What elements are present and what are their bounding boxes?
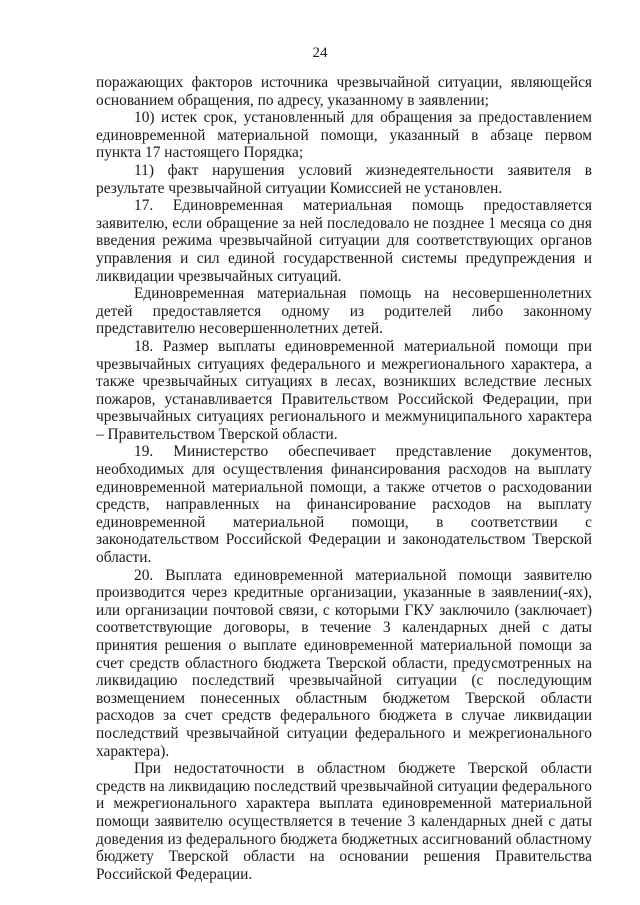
paragraph-clause-20: 20. Выплата единовременной материальной помощи заявителю производится через кредитные организации, указанные в заявлении(-ях), или организации почтовой связи, с которыми ГКУ заключило (заключает) соответствующие договоры, в течение 3 календарных дней с даты принятия решения о выплате единовременной материальной помощи за счет средств областного бюджета Тверской области, предусмотренных на ликвидацию последствий чрезвычайной ситуации (с последующим возмещением понесенных областным бюджетом Тверской области расходов за счет средств федерального бюджета в случае ликвидации последствий чрезвычайной ситуации федерального и межрегионального характера). (96, 566, 592, 760)
paragraph-continuation: поражающих факторов источника чрезвычайной ситуации, являющейся основанием обращения, по адресу, указанному в заявлении; (96, 74, 592, 109)
paragraph-item-11: 11) факт нарушения условий жизнедеятельности заявителя в результате чрезвычайной ситуации Комиссией не установлен. (96, 161, 592, 197)
paragraph-clause-20-insufficiency: При недостаточности в областном бюджете Тверской области средств на ликвидацию последствий чрезвычайной ситуации федерального и межрегионального характера выплата единовременной материальной помощи заявителю осуществляется в течение 3 календарных дней с даты доведения из федерального бюджета бюджетных ассигнований областному бюджету Тверской области на основании решения Правительства Российской Федерации. (96, 760, 592, 883)
paragraph-clause-19: 19. Министерство обеспечивает представление документов, необходимых для осуществления финансирования расходов на выплату единовременной материальной помощи, а также отчетов о расходовании средств, направленных на финансирование расходов на выплату единовременной материальной помощи, в соответствии с законодательством Российской Федерации и законодательством Тверской области. (96, 443, 592, 567)
paragraph-clause-18: 18. Размер выплаты единовременной материальной помощи при чрезвычайных ситуациях федерального и межрегионального характера, а также чрезвычайных ситуациях в лесах, возникших вследствие лесных пожаров, устанавливается Правительством Российской Федерации, при чрезвычайных ситуациях регионального и межмуниципального характера – Правительством Тверской области. (96, 337, 592, 443)
document-body (96, 74, 592, 883)
page-number: 24 (312, 45, 328, 61)
paragraph-clause-17: 17. Единовременная материальная помощь предоставляется заявителю, если обращение за ней последовало не позднее 1 месяца со дня введения режима чрезвычайной ситуации для соответствующих органов управления и сил единой государственной системы предупреждения и ликвидации чрезвычайных ситуаций. (96, 197, 592, 285)
paragraph-clause-17-children: Единовременная материальная помощь на несовершеннолетних детей предоставляется одному из родителей либо законному представителю несовершеннолетних детей. (96, 285, 592, 338)
paragraph-item-10: 10) истек срок, установленный для обращения за предоставлением единовременной материальной помощи, указанный в абзаце первом пункта 17 настоящего Порядка; (96, 109, 592, 162)
